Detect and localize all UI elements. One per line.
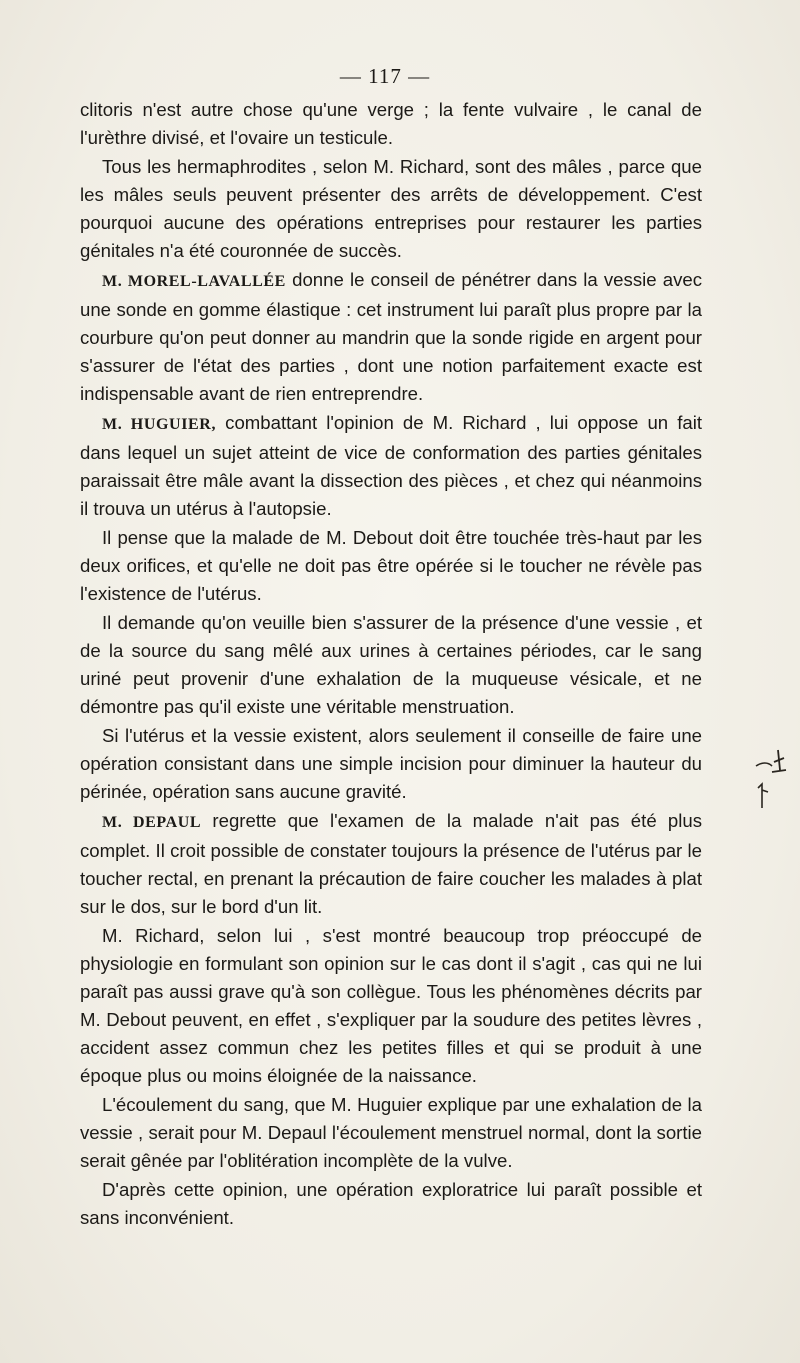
paragraph-text: donne le conseil de pénétrer dans la vessie avec une sonde en gomme élastique : cet instrument lui paraît plus propre par la courbure qu'on peut donner au mandrin que la sonde rigide en argent pour s'assurer de l'état des parties , dont une notion parfaitement exacte est indispensable avant de rien entreprendre. bbox=[80, 269, 702, 404]
paragraph-text: Tous les hermaphrodites , selon M. Richard, sont des mâles , parce que les mâles seuls peuvent présenter des arrêts de développement. C'est pourquoi aucune des opérations entreprises pour restaurer les parties génitales n'a été couronnée de succès. bbox=[80, 156, 702, 261]
paragraph bbox=[80, 1176, 702, 1232]
speaker-name: M. DEPAUL bbox=[102, 814, 202, 831]
paragraph bbox=[80, 609, 702, 721]
paragraph-text: Il pense que la malade de M. Debout doit être touchée très-haut par les deux orifices, et qu'elle ne doit pas être opérée si le toucher ne révèle pas l'existence de l'utérus. bbox=[80, 527, 702, 604]
paragraph bbox=[80, 1091, 702, 1175]
paragraph-text: clitoris n'est autre chose qu'une verge ; la fente vulvaire , le canal de l'urèthre divisé, et l'ovaire un testicule. bbox=[80, 99, 702, 148]
paragraph-text: L'écoulement du sang, que M. Huguier explique par une exhalation de la vessie , serait pour M. Depaul l'écoulement menstruel normal, dont la sortie serait gênée par l'oblitération incomplète de la vulve. bbox=[80, 1094, 702, 1171]
paragraph-text: regrette que l'examen de la malade n'ait pas été plus complet. Il croit possible de constater toujours la présence de l'utérus par le toucher rectal, en prenant la précaution de faire coucher les malades à plat sur le dos, sur le bord d'un lit. bbox=[80, 810, 702, 917]
paragraph-text: Si l'utérus et la vessie existent, alors seulement il conseille de faire une opération consistant dans une simple incision pour diminuer la hauteur du périnée, opération sans aucune gravité. bbox=[80, 725, 702, 802]
paragraph bbox=[80, 722, 702, 806]
speaker-name: M. HUGUIER, bbox=[102, 416, 217, 433]
paragraph-text: M. Richard, selon lui , s'est montré beaucoup trop préoccupé de physiologie en formulant son opinion sur le cas dont il s'agit , cas qui ne lui paraît pas aussi grave qu'à son collègue. Tous les phénomènes décrits par M. Debout peuvent, en effet , s'expliquer par la soudure des petites lèvres , accident assez commun chez les petites filles et qui se produit à une époque plus ou moins éloignée de la naissance. bbox=[80, 925, 702, 1086]
paragraph bbox=[80, 807, 702, 921]
paragraph-text: D'après cette opinion, une opération exploratrice lui paraît possible et sans inconvénient. bbox=[80, 1179, 702, 1228]
paragraph-text: Il demande qu'on veuille bien s'assurer de la présence d'une vessie , et de la source du sang mêlé aux urines à certaines périodes, car le sang uriné peut provenir d'une exhalation de la muqueuse vésicale, et ne démontre pas qu'il existe une véritable menstruation. bbox=[80, 612, 702, 717]
handwritten-margin-mark bbox=[750, 744, 790, 814]
page-number: — 117 — bbox=[339, 64, 431, 88]
paragraph bbox=[80, 922, 702, 1090]
paragraph-text: combattant l'opinion de M. Richard , lui oppose un fait dans lequel un sujet atteint de vice de conformation des parties génitales paraissait être mâle avant la dissection des pièces , et chez qui néanmoins il trouva un utérus à l'autopsie. bbox=[80, 412, 703, 519]
paragraph bbox=[80, 524, 702, 608]
paragraph bbox=[80, 96, 702, 152]
paragraph bbox=[80, 266, 702, 408]
paragraph bbox=[80, 153, 702, 265]
speaker-name: M. MOREL-LAVALLÉE bbox=[102, 273, 286, 290]
paragraph bbox=[80, 409, 702, 523]
body-text bbox=[80, 96, 702, 1233]
